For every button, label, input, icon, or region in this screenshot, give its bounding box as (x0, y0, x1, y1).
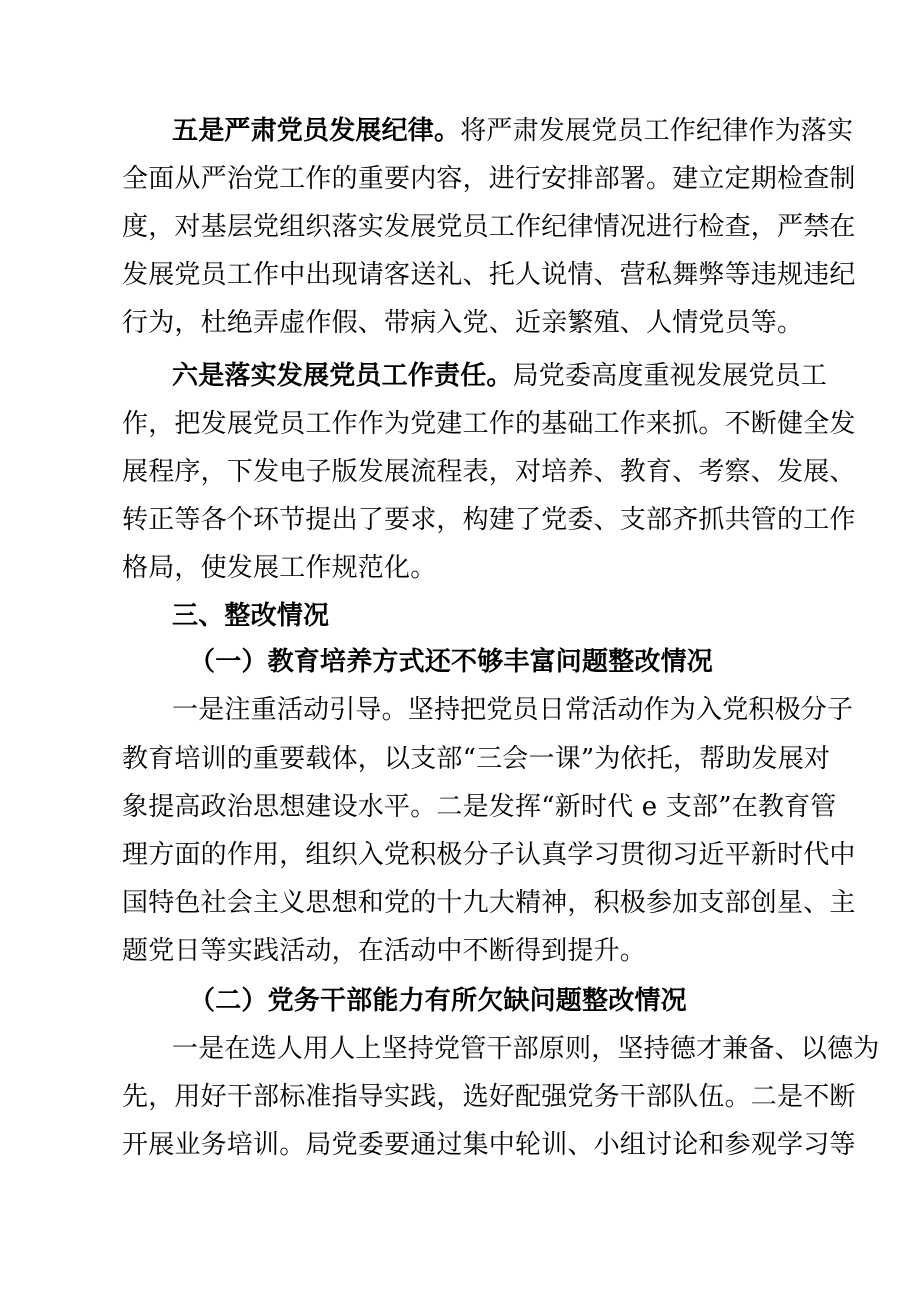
subsection-1-line-2: 教育培训的重要载体，以支部“三会一课”为依托，帮助发展对 (122, 744, 831, 774)
subsection-2-line-1: 一是在选人用人上坚持党管干部原则，坚持德才兼备、以德为 (172, 1034, 880, 1064)
subsection-1-line-1: 一是注重活动引导。坚持把党员日常活动作为入党积极分子 (172, 695, 854, 725)
section-3-heading: 三、整改情况 (172, 601, 330, 631)
paragraph-5-line-2: 全面从严治党工作的重要内容，进行安排部署。建立定期检查制 (122, 164, 856, 194)
paragraph-6-line-1 (0, 354, 920, 398)
subsection-2-line-2: 先，用好干部标准指导实践，选好配强党务干部队伍。二是不断 (122, 1082, 856, 1112)
subsection-1-line-6: 题党日等实践活动，在活动中不断得到提升。 (122, 936, 647, 966)
paragraph-6-line-3: 展程序，下发电子版发展流程表，对培养、教育、考察、发展、 (122, 457, 856, 487)
subsection-1-line-3: 象提高政治思想建设水平。二是发挥“新时代 e 支部”在教育管 (122, 792, 837, 822)
paragraph-5-line-1 (0, 109, 920, 153)
paragraph-5-line-5: 行为，杜绝弄虚作假、带病入党、近亲繁殖、人情党员等。 (122, 308, 804, 338)
subsection-2-heading: （二）党务干部能力有所欠缺问题整改情况 (189, 986, 687, 1016)
subsection-1-line-4: 理方面的作用，组织入党积极分子认真学习贯彻习近平新时代中 (122, 840, 856, 870)
paragraph-5-lead: 五是严肃党员发展纪律。 (172, 116, 461, 146)
paragraph-6-line-5: 格局，使发展工作规范化。 (122, 553, 437, 583)
paragraph-6-lead: 六是落实发展党员工作责任。 (172, 361, 513, 391)
paragraph-6-line-2: 作，把发展党员工作作为党建工作的基础工作来抓。不断健全发 (122, 409, 856, 439)
subsection-2-line-3: 开展业务培训。局党委要通过集中轮训、小组讨论和参观学习等 (122, 1130, 856, 1160)
paragraph-5-line-3: 度，对基层党组织落实发展党员工作纪律情况进行检查，严禁在 (122, 212, 856, 242)
paragraph-5-line-4: 发展党员工作中出现请客送礼、托人说情、营私舞弊等违规违纪 (122, 260, 856, 290)
paragraph-6-text: 局党委高度重视发展党员工 (512, 361, 828, 391)
subsection-1-heading: （一）教育培养方式还不够丰富问题整改情况 (189, 647, 714, 677)
subsection-1-line-5: 国特色社会主义思想和党的十九大精神，积极参加支部创星、主 (122, 888, 856, 918)
paragraph-5-text: 将严肃发展党员工作纪律作为落实 (460, 116, 854, 146)
paragraph-6-line-4: 转正等各个环节提出了要求，构建了党委、支部齐抓共管的工作 (122, 505, 856, 535)
